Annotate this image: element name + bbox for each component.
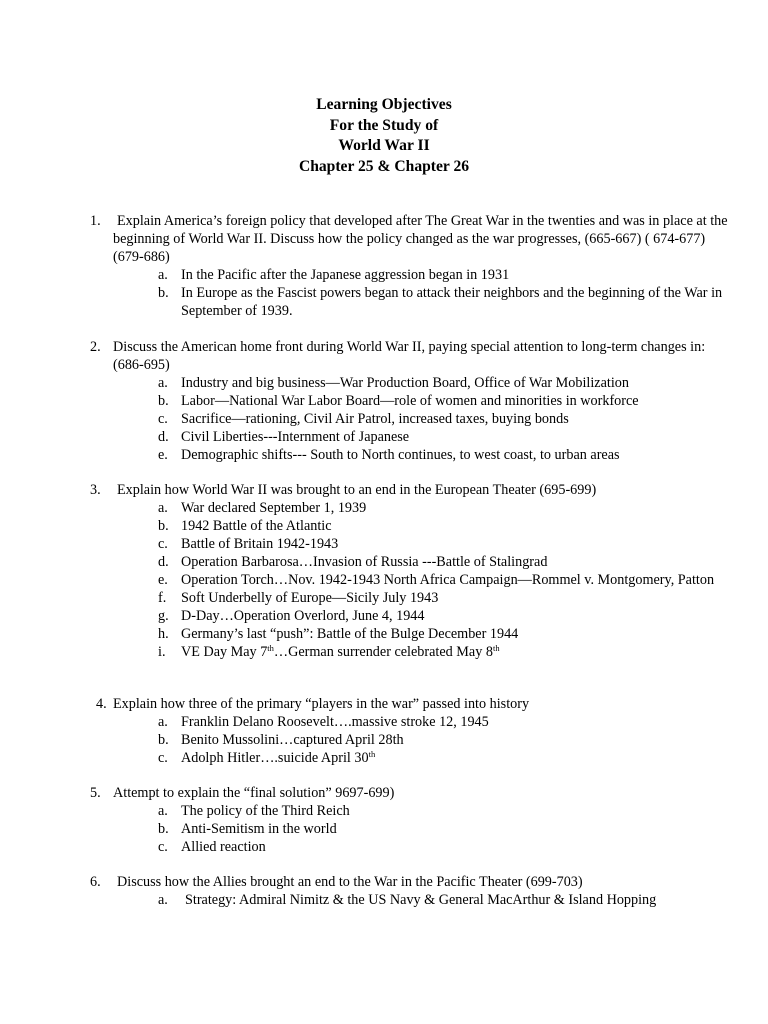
objective-1: [0, 212, 768, 320]
sub-item: [0, 820, 768, 838]
objective-text: Explain America’s foreign policy that developed after The Great War in the twenties and was in place at the beginning of World War II. Discuss how the policy changed as the war progresses, (665-667) ( 674-677) (679-686): [113, 213, 728, 265]
objective-2: [0, 338, 768, 464]
sub-item-letter: c.: [158, 536, 168, 552]
sub-item: [0, 838, 768, 856]
objective-number: 1.: [90, 213, 101, 229]
sub-item-letter: g.: [158, 608, 169, 624]
sub-item-letter: e.: [158, 447, 168, 463]
sub-item-text: Anti-Semitism in the world: [181, 821, 337, 837]
sub-item: [0, 428, 768, 446]
sub-item-text-b: …German surrender celebrated May 8: [273, 644, 493, 660]
sub-item-text: Strategy: Admiral Nimitz & the US Navy & General MacArthur & Island Hopping: [185, 892, 657, 908]
objective-question: [0, 212, 768, 266]
sub-item: [0, 589, 768, 607]
sub-item-letter: f.: [158, 590, 167, 606]
sub-item-letter: i.: [158, 644, 166, 660]
sub-item: [0, 535, 768, 553]
sub-item: [0, 607, 768, 625]
sub-item-letter: b.: [158, 732, 169, 748]
sub-item: [0, 392, 768, 410]
sub-item: [0, 625, 768, 643]
sub-item-letter: c.: [158, 839, 168, 855]
objective-text: Attempt to explain the “final solution” 9697-699): [113, 785, 395, 801]
sub-item-text: Soft Underbelly of Europe—Sicily July 1943: [181, 590, 439, 606]
sub-item: [0, 731, 768, 749]
sub-item-text: Franklin Delano Roosevelt….massive stroke 12, 1945: [181, 714, 489, 730]
objective-question: [0, 784, 768, 802]
objective-text: Explain how World War II was brought to an end in the European Theater (695-699): [117, 482, 597, 498]
sub-item: [0, 571, 768, 589]
sub-item: [0, 517, 768, 535]
sub-item-sup-b: th: [492, 643, 500, 653]
sub-item-letter: d.: [158, 429, 169, 445]
sub-item-letter: a.: [158, 714, 168, 730]
objective-text: Explain how three of the primary “players in the war” passed into history: [113, 696, 530, 712]
sub-item-sup-a: th: [368, 749, 376, 759]
objective-number: 6.: [90, 874, 101, 890]
sub-item-text: In Europe as the Fascist powers began to attack their neighbors and the beginning of the War in September of 1939.: [181, 285, 723, 319]
objective-question: [0, 338, 768, 374]
sub-item-letter: a.: [158, 375, 168, 391]
sub-item: [0, 266, 768, 284]
objective-3: [0, 481, 768, 661]
objective-question: [0, 481, 768, 499]
sub-item-text: In the Pacific after the Japanese aggression began in 1931: [181, 267, 510, 283]
title-line-4: Chapter 25 & Chapter 26: [298, 157, 470, 175]
sub-item-letter: b.: [158, 518, 169, 534]
sub-item: [0, 374, 768, 392]
sub-item-text: Operation Barbarosa…Invasion of Russia ---Battle of Stalingrad: [181, 554, 548, 570]
title-line-1: Learning Objectives: [316, 96, 452, 113]
sub-item-letter: b.: [158, 285, 169, 301]
objective-question: [0, 695, 768, 713]
sub-item-text-a: VE Day May 7: [181, 644, 268, 660]
document-title: [0, 95, 768, 177]
sub-item-letter: a.: [158, 267, 168, 283]
sub-item: [0, 802, 768, 820]
sub-item-text-a: Adolph Hitler….suicide April 30: [181, 750, 369, 766]
sub-item: [0, 284, 768, 320]
sub-item-text: Battle of Britain 1942-1943: [181, 536, 339, 552]
objective-number: 4.: [96, 696, 107, 712]
sub-item-text: Labor—National War Labor Board—role of women and minorities in workforce: [181, 393, 639, 409]
objective-question: [0, 873, 768, 891]
sub-item-text: Operation Torch…Nov. 1942-1943 North Africa Campaign—Rommel v. Montgomery, Patton: [181, 572, 715, 588]
sub-item-text: Benito Mussolini…captured April 28th: [181, 732, 404, 748]
objective-6: [0, 873, 768, 909]
sub-item: [0, 446, 768, 464]
sub-item-letter: c.: [158, 750, 168, 766]
sub-item: [0, 891, 768, 909]
objective-text: Discuss the American home front during World War II, paying special attention to long-term changes in: (686-695): [113, 339, 706, 373]
objective-number: 3.: [90, 482, 101, 498]
sub-item-text: Allied reaction: [181, 839, 266, 855]
sub-item-text: Germany’s last “push”: Battle of the Bulge December 1944: [181, 626, 519, 642]
objective-number: 2.: [90, 339, 101, 355]
sub-item-letter: d.: [158, 554, 169, 570]
sub-item-letter: b.: [158, 821, 169, 837]
title-line-2: For the Study of: [329, 116, 439, 134]
sub-item-letter: e.: [158, 572, 168, 588]
sub-item-text: 1942 Battle of the Atlantic: [181, 518, 332, 534]
objective-5: [0, 784, 768, 856]
sub-item-text: Civil Liberties---Internment of Japanese: [181, 429, 410, 445]
sub-item-sup-a: th: [267, 643, 274, 653]
sub-item-letter: a.: [158, 892, 168, 908]
sub-item: [0, 499, 768, 517]
sub-item-text: Sacrifice—rationing, Civil Air Patrol, increased taxes, buying bonds: [181, 411, 569, 427]
sub-item-letter: a.: [158, 803, 168, 819]
sub-item-letter: a.: [158, 500, 168, 516]
title-line-3: World War II: [338, 137, 430, 154]
sub-item: [0, 553, 768, 571]
sub-item: [0, 749, 768, 767]
sub-item-letter: c.: [158, 411, 168, 427]
sub-item-text: Industry and big business—War Production Board, Office of War Mobilization: [181, 375, 629, 391]
sub-item-letter: b.: [158, 393, 169, 409]
sub-item-letter: h.: [158, 626, 169, 642]
sub-item: [0, 713, 768, 731]
sub-item: [0, 410, 768, 428]
sub-item-text: The policy of the Third Reich: [181, 803, 350, 819]
sub-item-text: D-Day…Operation Overlord, June 4, 1944: [181, 608, 425, 624]
objective-4: [0, 695, 768, 767]
sub-item: [0, 643, 768, 661]
objective-number: 5.: [90, 785, 101, 801]
objective-text: Discuss how the Allies brought an end to the War in the Pacific Theater (699-703): [117, 874, 583, 890]
sub-item-text: War declared September 1, 1939: [181, 500, 367, 516]
sub-item-text: Demographic shifts--- South to North continues, to west coast, to urban areas: [181, 447, 620, 463]
